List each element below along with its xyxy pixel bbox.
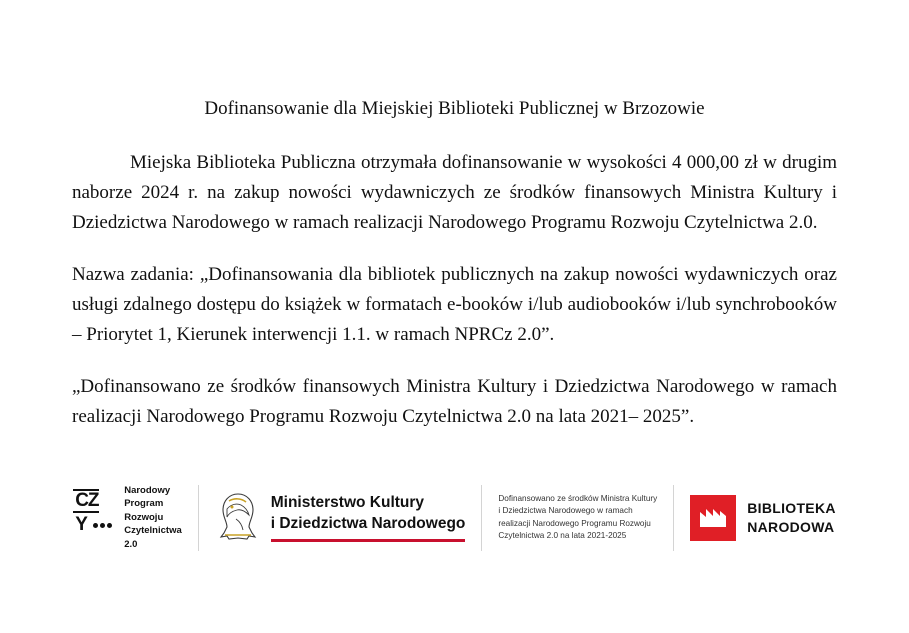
paragraph-funding-amount: Miejska Biblioteka Publiczna otrzymała dofinansowanie w wysokości 4 000,00 zł w drugim naborze 2024 r. na zakup nowości wydawniczych ze środków finansowych Ministra Kultury i Dziedzictwa Narodowego w ramach realizacji Narodowego Programu Rozwoju Czytelnictwa 2.0. (72, 151, 837, 233)
paragraph-funding-statement: „Dofinansowano ze środków finansowych Ministra Kultury i Dziedzictwa Narodowego w ramach realizacji Narodowego Programu Rozwoju Czytelnictwa 2.0 na lata 2021– 2025”. (72, 375, 837, 427)
logo-biblioteka-narodowa (674, 478, 852, 558)
bn-line-1: BIBLIOTEKA (747, 499, 836, 516)
nprcz-line-3: Rozwoju (124, 511, 164, 523)
funding-note-line-1: Dofinansowano ze środków Ministra Kultury (498, 493, 658, 503)
mkidn-wordmark (271, 493, 466, 542)
logo-mkidn (199, 478, 482, 558)
nprcz-mark-icon (73, 489, 115, 545)
nprcz-line-1: Narodowy (124, 484, 171, 496)
funding-note-line-2: i Dziedzictwa Narodowego w ramach (498, 506, 633, 516)
nprcz-wordmark (124, 484, 182, 551)
document-body (72, 96, 837, 454)
bn-line-2: NARODOWA (747, 518, 835, 535)
funding-note-line-4: Czytelnictwa 2.0 na lata 2021-2025 (498, 530, 627, 540)
logo-nprcz (57, 478, 198, 558)
mkidn-red-rule (271, 539, 466, 542)
nprcz-mark-top-text: CZ (75, 490, 99, 512)
nprcz-mark-bottom-text: Y (75, 514, 88, 536)
bn-crown-icon (690, 495, 736, 541)
nprcz-line-4: Czytelnictwa (124, 525, 182, 537)
nprcz-line-5: 2.0 (124, 538, 138, 550)
bn-wordmark (747, 499, 836, 537)
mkidn-line-2: i Dziedzictwa Narodowego (270, 515, 466, 532)
polish-eagle-icon (215, 491, 261, 545)
nprcz-line-2: Program (124, 498, 164, 510)
logo-strip (0, 470, 909, 565)
mkidn-line-1: Ministerstwo Kultury (270, 494, 425, 512)
nprcz-dots-icon (93, 523, 112, 528)
funding-note-block (482, 478, 673, 558)
page-title: Dofinansowanie dla Miejskiej Biblioteki Publicznej w Brzozowie (204, 98, 705, 119)
paragraph-task-name: Nazwa zadania: „Dofinansowania dla bibliotek publicznych na zakup nowości wydawniczych oraz usługi zdalnego dostępu do książek w formatach e-booków i/lub audiobooków i/lub synchrobooków – Priorytet 1, Kierunek interwencji 1.1. w ramach NPRCz 2.0”. (72, 263, 837, 345)
funding-note-line-3: realizacji Narodowego Programu Rozwoju (498, 518, 651, 528)
